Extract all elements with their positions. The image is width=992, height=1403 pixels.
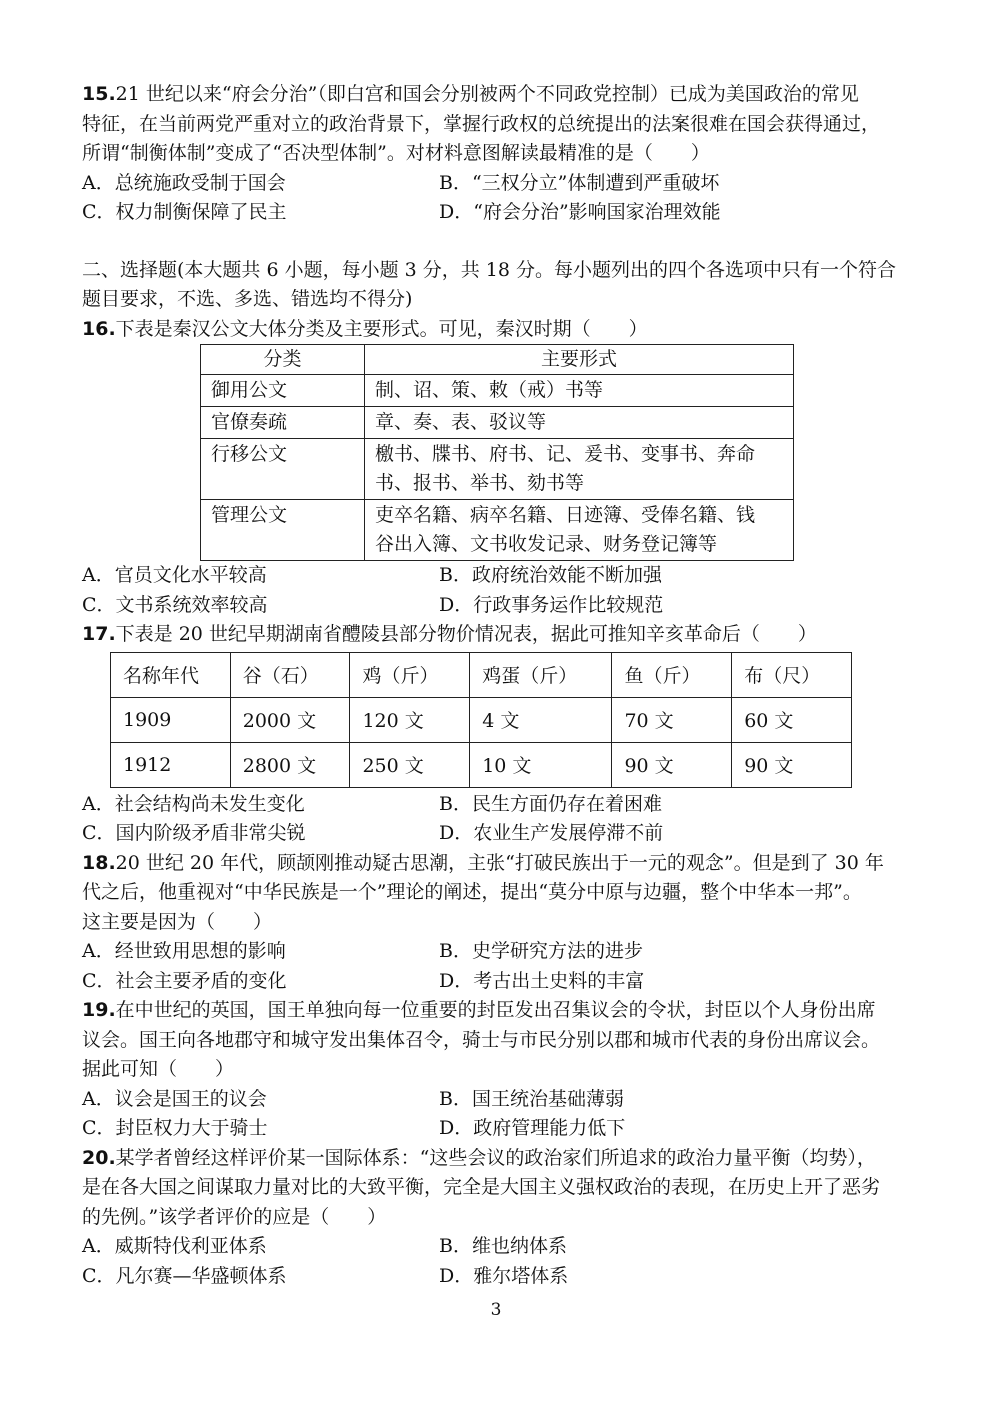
option-a: A．经世致用思想的影响 bbox=[82, 940, 286, 962]
table-header-row bbox=[111, 652, 852, 697]
question-stem-line: 代之后，他重视对“中华民族是一个”理论的阐述，提出“莫分中原与边疆，整个中华本一邦”。 bbox=[82, 881, 862, 903]
question-stem-line: 据此可知（ ） bbox=[82, 1058, 235, 1080]
option-a: A．官员文化水平较高 bbox=[82, 564, 267, 586]
table-cell: 2000 文 bbox=[230, 697, 350, 742]
question-stem: 下表是秦汉公文大体分类及主要形式。可见，秦汉时期（ ） bbox=[115, 317, 648, 340]
table-header-row bbox=[201, 345, 794, 375]
option-c: C．凡尔赛—华盛顿体系 bbox=[82, 1264, 287, 1287]
option-a: A．威斯特伐利亚体系 bbox=[82, 1235, 267, 1257]
table-cell-category: 管理公文 bbox=[201, 500, 365, 561]
section-instruction-line: 题目要求，不选、多选、错选均不得分) bbox=[82, 288, 413, 310]
table-row bbox=[111, 742, 852, 787]
question-number: 16. bbox=[82, 317, 116, 340]
question-stem-line: 所谓“制衡体制”变成了“否决型体制”。对材料意图解读最精准的是（ ） bbox=[82, 142, 710, 164]
option-c: C．国内阶级矛盾非常尖锐 bbox=[82, 822, 306, 844]
option-b: B．政府统治效能不断加强 bbox=[439, 564, 662, 586]
question-stem-line: 在中世纪的英国，国王单独向每一位重要的封臣发出召集议会的令状，封臣以个人身份出席 bbox=[115, 999, 876, 1021]
question-stem-line: 特征，在当前两党严重对立的政治背景下，掌握行政权的总统提出的法案很难在国会获得通过， bbox=[82, 112, 881, 135]
table-header-cell: 鱼（斤） bbox=[612, 652, 732, 697]
option-a: A．总统施政受制于国会 bbox=[82, 171, 286, 194]
forms-line: 谷出入簿、文书收发记录、财务登记簿等 bbox=[375, 533, 718, 555]
option-b: B．史学研究方法的进步 bbox=[439, 940, 643, 962]
question-number: 18. bbox=[82, 851, 116, 874]
option-d: D．“府会分治”影响国家治理效能 bbox=[439, 201, 721, 223]
question-16 bbox=[82, 315, 914, 621]
question-stem: 下表是 20 世纪早期湖南省醴陵县部分物价情况表，据此可推知辛亥革命后（ ） bbox=[115, 623, 817, 645]
question-19 bbox=[82, 996, 914, 1144]
table-cell: 2800 文 bbox=[230, 742, 350, 787]
option-d: D．考古出土史料的丰富 bbox=[439, 969, 645, 992]
option-a: A．社会结构尚未发生变化 bbox=[82, 792, 305, 815]
question-number: 19. bbox=[82, 999, 116, 1021]
table-cell: 1912 bbox=[111, 742, 231, 787]
table-row bbox=[201, 439, 794, 500]
table-header-cell: 布（尺） bbox=[732, 652, 852, 697]
option-d: D．雅尔塔体系 bbox=[439, 1264, 569, 1287]
option-d: D．农业生产发展停滞不前 bbox=[439, 822, 664, 844]
section-instruction-line: 二、选择题(本大题共 6 小题，每小题 3 分，共 18 分。每小题列出的四个各选项中只有一个符合 bbox=[82, 258, 897, 281]
table-cell: 70 文 bbox=[612, 697, 732, 742]
table-cell-forms bbox=[365, 439, 794, 500]
option-d: D．政府管理能力低下 bbox=[439, 1117, 626, 1139]
question-number: 17. bbox=[82, 623, 116, 645]
question-stem-line: 的先例。”该学者评价的应是（ ） bbox=[82, 1205, 387, 1228]
forms-line: 吏卒名籍、病卒名籍、日迹簿、受俸名籍、钱 bbox=[375, 504, 756, 526]
option-a: A．议会是国王的议会 bbox=[82, 1087, 267, 1110]
table-cell: 1909 bbox=[111, 697, 231, 742]
table-cell: 60 文 bbox=[732, 697, 852, 742]
table-header-cell: 名称年代 bbox=[111, 652, 231, 697]
table-cell: 90 文 bbox=[732, 742, 852, 787]
table-header-cell: 鸡（斤） bbox=[350, 652, 470, 697]
qinhan-documents-table bbox=[200, 344, 794, 561]
table-cell: 120 文 bbox=[350, 697, 470, 742]
question-stem-line: 某学者曾经这样评价某一国际体系：“这些会议的政治家们所追求的政治力量平衡（均势）， bbox=[115, 1146, 876, 1169]
question-18 bbox=[82, 849, 914, 997]
table-header-cell: 谷（石） bbox=[230, 652, 350, 697]
option-c: C．封臣权力大于骑士 bbox=[82, 1117, 268, 1139]
question-number: 20. bbox=[82, 1146, 116, 1169]
question-stem-line: 这主要是因为（ ） bbox=[82, 910, 273, 933]
table-cell-forms bbox=[365, 375, 794, 407]
table-cell: 90 文 bbox=[612, 742, 732, 787]
option-b: B．“三权分立”体制遭到严重破坏 bbox=[439, 171, 720, 194]
question-number: 15. bbox=[82, 83, 116, 105]
table-header-cell: 主要形式 bbox=[365, 345, 794, 375]
option-b: B．维也纳体系 bbox=[439, 1235, 567, 1257]
table-row bbox=[201, 375, 794, 407]
table-cell: 4 文 bbox=[470, 697, 612, 742]
question-stem-line: 议会。国王向各地郡守和城守发出集体召令，骑士与市民分别以郡和城市代表的身份出席议会。 bbox=[82, 1028, 881, 1051]
table-cell: 250 文 bbox=[350, 742, 470, 787]
question-15 bbox=[82, 80, 914, 228]
forms-line: 制、诏、策、敕（戒）书等 bbox=[375, 379, 604, 401]
table-row bbox=[201, 500, 794, 561]
page-number: 3 bbox=[490, 1300, 502, 1320]
option-c: C．文书系统效率较高 bbox=[82, 593, 268, 616]
question-17 bbox=[82, 620, 914, 849]
option-c: C．权力制衡保障了民主 bbox=[82, 201, 287, 223]
table-header-cell: 分类 bbox=[201, 345, 365, 375]
table-cell: 10 文 bbox=[470, 742, 612, 787]
table-cell-forms bbox=[365, 407, 794, 439]
table-cell-category: 行移公文 bbox=[201, 439, 365, 500]
question-20 bbox=[82, 1144, 914, 1292]
question-stem-line: 是在各大国之间谋取力量对比的大致平衡，完全是大国主义强权政治的表现，在历史上开了恶劣 bbox=[82, 1176, 881, 1198]
forms-line: 书、报书、举书、劾书等 bbox=[375, 472, 585, 494]
question-stem-line: 21 世纪以来“府会分治”（即白宫和国会分别被两个不同政党控制）已成为美国政治的常见 bbox=[115, 83, 859, 105]
forms-line: 檄书、牒书、府书、记、爰书、变事书、奔命 bbox=[375, 443, 756, 465]
table-row bbox=[111, 697, 852, 742]
table-row bbox=[201, 407, 794, 439]
forms-line: 章、奏、表、驳议等 bbox=[375, 411, 547, 433]
table-cell-category: 官僚奏疏 bbox=[201, 407, 365, 439]
option-d: D．行政事务运作比较规范 bbox=[439, 593, 664, 616]
question-stem-line: 20 世纪 20 年代，顾颉刚推动疑古思潮，主张“打破民族出于一元的观念”。但是到了 30 年 bbox=[115, 851, 884, 874]
option-b: B．国王统治基础薄弱 bbox=[439, 1087, 624, 1110]
table-cell-forms bbox=[365, 500, 794, 561]
option-b: B．民生方面仍存在着困难 bbox=[439, 792, 662, 815]
exam-page bbox=[82, 80, 914, 1291]
liling-prices-table bbox=[110, 652, 852, 788]
section-heading bbox=[82, 256, 914, 315]
table-header-cell: 鸡蛋（斤） bbox=[470, 652, 612, 697]
option-c: C．社会主要矛盾的变化 bbox=[82, 969, 287, 992]
table-cell-category: 御用公文 bbox=[201, 375, 365, 407]
